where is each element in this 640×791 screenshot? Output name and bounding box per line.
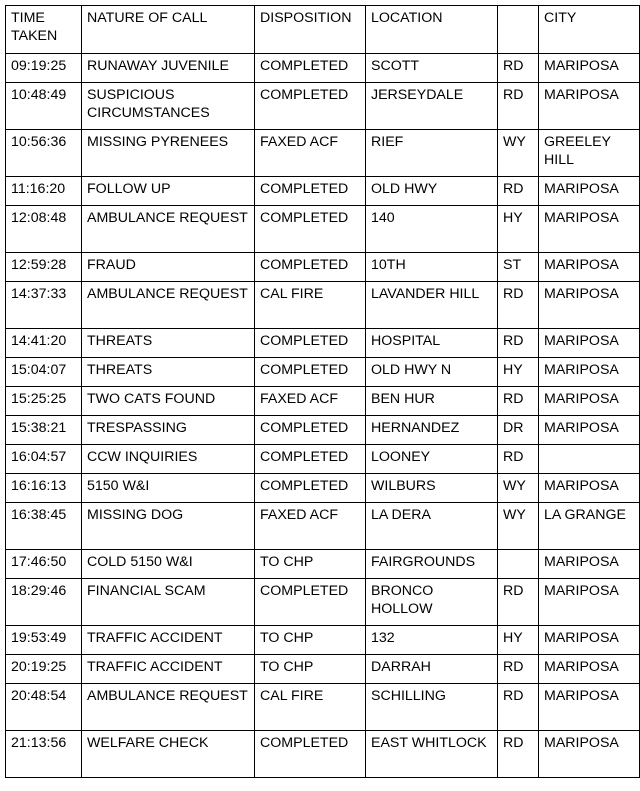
city-cell: MARIPOSA	[539, 550, 640, 579]
city-cell: MARIPOSA	[539, 474, 640, 503]
nature-cell: AMBULANCE REQUEST	[82, 684, 255, 731]
location-cell: FAIRGROUNDS	[366, 550, 498, 579]
street-type-cell: WY	[498, 503, 539, 550]
street-type-cell: RD	[498, 579, 539, 626]
location-cell: HOSPITAL	[366, 329, 498, 358]
time-cell: 10:48:49	[6, 83, 82, 130]
table-row	[6, 253, 640, 282]
disposition-cell: COMPLETED	[255, 83, 366, 130]
location-cell: EAST WHITLOCK	[366, 731, 498, 778]
time-cell: 20:48:54	[6, 684, 82, 731]
street-type-cell: RD	[498, 177, 539, 206]
time-cell: 17:46:50	[6, 550, 82, 579]
nature-cell: TRAFFIC ACCIDENT	[82, 626, 255, 655]
city-cell: MARIPOSA	[539, 579, 640, 626]
disposition-cell: TO CHP	[255, 550, 366, 579]
location-cell: 10TH	[366, 253, 498, 282]
table-row	[6, 731, 640, 778]
city-cell: LA GRANGE	[539, 503, 640, 550]
time-cell: 21:13:56	[6, 731, 82, 778]
nature-cell: 5150 W&I	[82, 474, 255, 503]
city-cell: MARIPOSA	[539, 387, 640, 416]
location-cell: SCHILLING	[366, 684, 498, 731]
disposition-cell: CAL FIRE	[255, 282, 366, 329]
header-nature-of-call: NATURE OF CALL	[82, 6, 255, 54]
time-cell: 10:56:36	[6, 130, 82, 177]
disposition-cell: COMPLETED	[255, 358, 366, 387]
street-type-cell: RD	[498, 282, 539, 329]
city-cell: MARIPOSA	[539, 282, 640, 329]
location-cell: 132	[366, 626, 498, 655]
city-cell: MARIPOSA	[539, 83, 640, 130]
nature-cell: SUSPICIOUS CIRCUMSTANCES	[82, 83, 255, 130]
city-cell: MARIPOSA	[539, 626, 640, 655]
location-cell: LAVANDER HILL	[366, 282, 498, 329]
city-cell: MARIPOSA	[539, 329, 640, 358]
table-row	[6, 206, 640, 253]
nature-cell: COLD 5150 W&I	[82, 550, 255, 579]
street-type-cell: WY	[498, 474, 539, 503]
city-cell: MARIPOSA	[539, 206, 640, 253]
nature-cell: MISSING DOG	[82, 503, 255, 550]
time-cell: 16:16:13	[6, 474, 82, 503]
street-type-cell: RD	[498, 387, 539, 416]
disposition-cell: TO CHP	[255, 626, 366, 655]
city-cell: MARIPOSA	[539, 253, 640, 282]
header-row	[6, 6, 640, 54]
table-row	[6, 282, 640, 329]
nature-cell: TWO CATS FOUND	[82, 387, 255, 416]
disposition-cell: FAXED ACF	[255, 130, 366, 177]
street-type-cell: RD	[498, 684, 539, 731]
city-cell: MARIPOSA	[539, 655, 640, 684]
table-row	[6, 626, 640, 655]
location-cell: RIEF	[366, 130, 498, 177]
table-row	[6, 550, 640, 579]
time-cell: 15:38:21	[6, 416, 82, 445]
city-cell: MARIPOSA	[539, 358, 640, 387]
table-row	[6, 684, 640, 731]
location-cell: HERNANDEZ	[366, 416, 498, 445]
table-row	[6, 83, 640, 130]
time-cell: 09:19:25	[6, 54, 82, 83]
street-type-cell	[498, 550, 539, 579]
nature-cell: FOLLOW UP	[82, 177, 255, 206]
header-time-taken: TIME TAKEN	[6, 6, 82, 54]
table-row	[6, 416, 640, 445]
location-cell: WILBURS	[366, 474, 498, 503]
city-cell: MARIPOSA	[539, 731, 640, 778]
table-row	[6, 445, 640, 474]
table-row	[6, 177, 640, 206]
table-row	[6, 474, 640, 503]
call-log-table	[5, 5, 640, 778]
street-type-cell: RD	[498, 83, 539, 130]
street-type-cell: RD	[498, 655, 539, 684]
disposition-cell: COMPLETED	[255, 54, 366, 83]
nature-cell: RUNAWAY JUVENILE	[82, 54, 255, 83]
nature-cell: CCW INQUIRIES	[82, 445, 255, 474]
disposition-cell: COMPLETED	[255, 329, 366, 358]
disposition-cell: COMPLETED	[255, 445, 366, 474]
street-type-cell: WY	[498, 130, 539, 177]
table-row	[6, 54, 640, 83]
nature-cell: THREATS	[82, 358, 255, 387]
nature-cell: WELFARE CHECK	[82, 731, 255, 778]
time-cell: 15:04:07	[6, 358, 82, 387]
disposition-cell: FAXED ACF	[255, 387, 366, 416]
location-cell: BRONCO HOLLOW	[366, 579, 498, 626]
time-cell: 12:59:28	[6, 253, 82, 282]
disposition-cell: COMPLETED	[255, 253, 366, 282]
header-location: LOCATION	[366, 6, 498, 54]
disposition-cell: COMPLETED	[255, 474, 366, 503]
street-type-cell: HY	[498, 626, 539, 655]
location-cell: 140	[366, 206, 498, 253]
street-type-cell: RD	[498, 731, 539, 778]
time-cell: 11:16:20	[6, 177, 82, 206]
location-cell: OLD HWY	[366, 177, 498, 206]
table-row	[6, 358, 640, 387]
location-cell: BEN HUR	[366, 387, 498, 416]
disposition-cell: CAL FIRE	[255, 684, 366, 731]
street-type-cell: HY	[498, 358, 539, 387]
table-row	[6, 329, 640, 358]
time-cell: 20:19:25	[6, 655, 82, 684]
street-type-cell: RD	[498, 445, 539, 474]
nature-cell: TRESPASSING	[82, 416, 255, 445]
street-type-cell: RD	[498, 54, 539, 83]
street-type-cell: DR	[498, 416, 539, 445]
time-cell: 16:04:57	[6, 445, 82, 474]
disposition-cell: COMPLETED	[255, 731, 366, 778]
location-cell: SCOTT	[366, 54, 498, 83]
header-street-type	[498, 6, 539, 54]
city-cell: MARIPOSA	[539, 177, 640, 206]
time-cell: 18:29:46	[6, 579, 82, 626]
table-row	[6, 130, 640, 177]
nature-cell: AMBULANCE REQUEST	[82, 206, 255, 253]
disposition-cell: COMPLETED	[255, 206, 366, 253]
time-cell: 15:25:25	[6, 387, 82, 416]
location-cell: JERSEYDALE	[366, 83, 498, 130]
nature-cell: MISSING PYRENEES	[82, 130, 255, 177]
location-cell: LOONEY	[366, 445, 498, 474]
table-row	[6, 579, 640, 626]
time-cell: 12:08:48	[6, 206, 82, 253]
nature-cell: FRAUD	[82, 253, 255, 282]
disposition-cell: TO CHP	[255, 655, 366, 684]
header-city: CITY	[539, 6, 640, 54]
location-cell: LA DERA	[366, 503, 498, 550]
street-type-cell: RD	[498, 329, 539, 358]
table-row	[6, 655, 640, 684]
disposition-cell: COMPLETED	[255, 416, 366, 445]
table-row	[6, 503, 640, 550]
header-disposition: DISPOSITION	[255, 6, 366, 54]
nature-cell: FINANCIAL SCAM	[82, 579, 255, 626]
street-type-cell: HY	[498, 206, 539, 253]
city-cell: MARIPOSA	[539, 684, 640, 731]
city-cell	[539, 445, 640, 474]
city-cell: GREELEY HILL	[539, 130, 640, 177]
city-cell: MARIPOSA	[539, 416, 640, 445]
time-cell: 14:37:33	[6, 282, 82, 329]
nature-cell: TRAFFIC ACCIDENT	[82, 655, 255, 684]
nature-cell: AMBULANCE REQUEST	[82, 282, 255, 329]
disposition-cell: COMPLETED	[255, 579, 366, 626]
disposition-cell: FAXED ACF	[255, 503, 366, 550]
nature-cell: THREATS	[82, 329, 255, 358]
city-cell: MARIPOSA	[539, 54, 640, 83]
location-cell: DARRAH	[366, 655, 498, 684]
disposition-cell: COMPLETED	[255, 177, 366, 206]
location-cell: OLD HWY N	[366, 358, 498, 387]
street-type-cell: ST	[498, 253, 539, 282]
time-cell: 19:53:49	[6, 626, 82, 655]
time-cell: 14:41:20	[6, 329, 82, 358]
time-cell: 16:38:45	[6, 503, 82, 550]
table-row	[6, 387, 640, 416]
